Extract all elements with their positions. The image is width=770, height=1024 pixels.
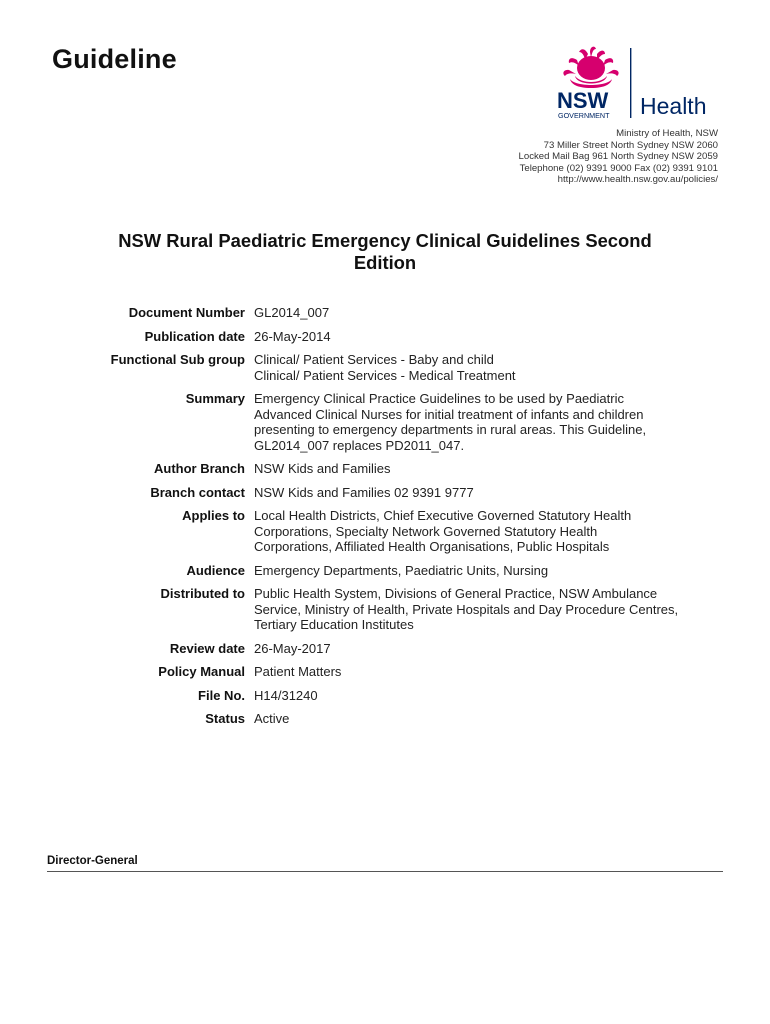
metadata-row [0,688,770,704]
metadata-label: Author Branch [154,461,245,476]
address-line: Locked Mail Bag 961 North Sydney NSW 2059 [518,151,718,162]
metadata-value [254,461,724,477]
metadata-value-line: 26-May-2017 [254,640,331,656]
metadata-row [0,711,770,727]
metadata-value [254,664,724,680]
metadata-value-line: Patient Matters [254,664,342,679]
metadata-label: File No. [198,687,245,703]
metadata-value-line: Corporations, Affiliated Health Organisations, Public Hospitals [254,539,610,554]
metadata-value [254,711,724,727]
address-line: 73 Miller Street North Sydney NSW 2060 [543,139,718,151]
nsw-health-logo [555,46,725,121]
logo-divider [630,48,631,118]
signature-rule [47,871,723,872]
metadata-value-line: GL2014_007 replaces PD2011_047. [254,437,465,453]
metadata-value-line: NSW Kids and Families 02 9391 9777 [254,484,474,500]
metadata-label: Policy Manual [158,664,245,679]
metadata-value-line: Tertiary Education Institutes [254,617,414,632]
metadata-label: Applies to [182,508,245,523]
metadata-label: Branch contact [150,484,245,500]
metadata-row [0,485,770,501]
metadata-label: Summary [185,391,245,406]
metadata-label: Audience [186,562,245,578]
metadata-value-line: Emergency Clinical Practice Guidelines to be used by Paediatric [254,391,624,406]
metadata-row [0,305,770,321]
metadata-row [0,664,770,680]
metadata-value [254,305,724,321]
metadata-value [254,688,724,704]
policies-url[interactable]: http://www.health.nsw.gov.au/policies/ [557,174,718,185]
document-title-line: Edition [353,252,417,273]
metadata-value-line: presenting to emergency departments in rural areas. This Guideline, [254,422,647,437]
page-heading: Guideline [52,44,177,74]
metadata-value [254,352,724,383]
metadata-value-line: Corporations, Specialty Network Governed Statutory Health [254,523,598,539]
address-line: Ministry of Health, NSW [616,128,718,139]
metadata-value [254,563,724,579]
metadata-value-line: Local Health Districts, Chief Executive Governed Statutory Health [254,508,632,523]
metadata-value [254,586,724,633]
metadata-value-line: Clinical/ Patient Services - Medical Treatment [254,367,516,383]
metadata-value-line: Public Health System, Divisions of General Practice, NSW Ambulance [254,586,658,601]
metadata-value-line: 26-May-2014 [254,328,331,344]
metadata-label: Status [205,711,245,726]
metadata-value-line: Active [254,711,290,726]
metadata-label: Functional Sub group [110,352,245,367]
metadata-row [0,461,770,477]
metadata-row [0,508,770,555]
metadata-row [0,329,770,345]
document-metadata [0,305,770,735]
metadata-label: Publication date [144,328,245,344]
metadata-value [254,641,724,657]
logo-government-text: GOVERNMENT [558,111,610,120]
metadata-value [254,329,724,345]
signatory-label: Director-General [47,855,138,867]
metadata-row [0,352,770,383]
waratah-icon [563,47,618,88]
address-line: Telephone (02) 9391 9000 Fax (02) 9391 9101 [519,162,718,174]
document-title-line: NSW Rural Paediatric Emergency Clinical Guidelines Second [118,230,652,251]
metadata-value-line: Advanced Clinical Nurses for initial treatment of infants and children [254,406,644,422]
metadata-label: Document Number [128,305,245,320]
metadata-value-line: Emergency Departments, Paediatric Units, Nursing [254,562,549,578]
metadata-value-line: Service, Ministry of Health, Private Hospitals and Day Procedure Centres, [254,601,679,617]
metadata-value-line: GL2014_007 [254,305,330,320]
logo-nsw-text: NSW [557,88,609,113]
logo-health-text: Health [640,93,707,119]
metadata-row [0,641,770,657]
metadata-value [254,485,724,501]
document-title [60,230,710,274]
metadata-label: Review date [169,640,245,656]
metadata-row [0,586,770,633]
metadata-label: Distributed to [160,586,245,601]
metadata-row [0,563,770,579]
ministry-address [519,128,718,186]
metadata-value [254,508,724,555]
metadata-value-line: Clinical/ Patient Services - Baby and child [254,352,494,367]
metadata-value-line: H14/31240 [254,687,318,703]
metadata-value-line: NSW Kids and Families [254,461,391,476]
metadata-row [0,391,770,453]
metadata-value [254,391,724,453]
